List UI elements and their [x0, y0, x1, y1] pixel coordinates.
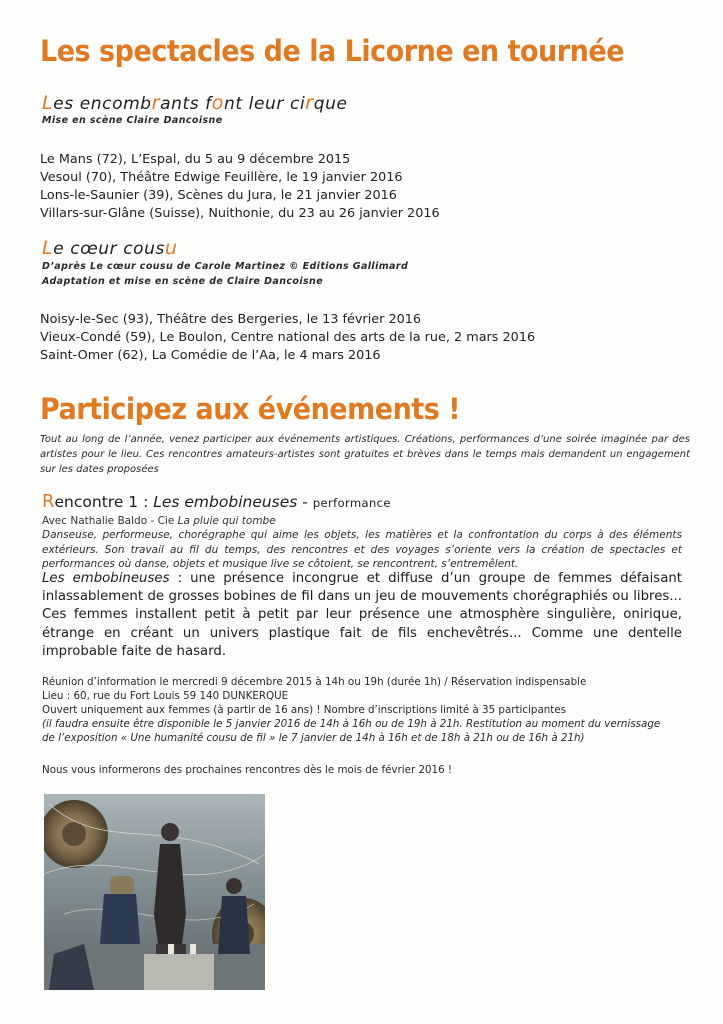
artist-bio: Danseuse, performeuse, chorégraphe qui aime les objets, les matières et la confrontation du corps à des éléments extérieurs. Son travail au fil du temps, des rencontres et des voyages s’oriente vers la création de spectacles et performances où danse, objets et musique live se côtoient, se rencontrent, s’entremêlent.	[42, 529, 682, 570]
date-line: Saint-Omer (62), La Comédie de l’Aa, le 4 mars 2016	[40, 348, 381, 363]
events-intro: Tout au long de l’année, venez participer aux événements artistiques. Créations, performances d’une soirée imaginée par des artistes pour le lieu. Ces rencontres amateurs-artistes sont gratuites et brèves dans le temps mais demandent un engagement sur les dates proposées	[40, 434, 690, 475]
date-line: Vesoul (70), Théâtre Edwige Feuillère, le 19 janvier 2016	[40, 170, 403, 185]
practical-info	[42, 675, 692, 745]
show2-dates	[40, 311, 535, 365]
info-line: Ouvert uniquement aux femmes (à partir de 16 ans) ! Nombre d’inscriptions limité à 35 participantes	[42, 704, 567, 716]
date-line: Villars-sur-Glâne (Suisse), Nuithonie, du 23 au 26 janvier 2016	[40, 206, 440, 221]
photo-illustration	[44, 794, 265, 990]
info-line: (il faudra ensuite être disponible le 5 janvier 2016 de 14h à 16h ou de 19h à 21h. Restitution au moment du vernissage	[42, 718, 661, 730]
show2-credit-line1: D’après Le cœur cousu de Carole Martinez © Editions Gallimard	[42, 261, 409, 272]
performance-description: Les embobineuses : une présence incongrue et diffuse d’un groupe de femmes défaisant inlassablement de grosses bobines de fil dans un jeu de mouvements chorégraphiés ou libres... Ces femmes installent petit à petit par leur présence une atmosphère singulière, onirique, étrange en créant un univers plastique fait de fils enchevêtrés... Comme une dentelle improbable faite de hasard.	[42, 571, 682, 659]
show2-credit-line2: Adaptation et mise en scène de Claire Dancoisne	[42, 276, 324, 287]
info-line: Réunion d’information le mercredi 9 décembre 2015 à 14h ou 19h (durée 1h) / Réservation indispensable	[42, 676, 587, 688]
date-line: Lons-le-Saunier (39), Scènes du Jura, le 21 janvier 2016	[40, 188, 397, 203]
performance-photo	[44, 794, 265, 990]
info-line: de l’exposition « Une humanité cousu de fil » le 7 janvier de 14h à 16h et de 18h à 21h ou de 16h à 21h)	[42, 732, 585, 744]
next-meetings-note: Nous vous informerons des prochaines rencontres dès le mois de février 2016 !	[42, 764, 453, 776]
show1-title: Les encombrants font leur cirque	[42, 92, 348, 114]
date-line: Noisy-le-Sec (93), Théâtre des Bergeries, le 13 février 2016	[40, 312, 422, 327]
show1-dates	[40, 151, 440, 223]
rencontre-title: Rencontre 1 : Les embobineuses - performance	[42, 491, 391, 512]
artist-line: Avec Nathalie Baldo - Cie La pluie qui tombe	[42, 515, 276, 527]
show2-title: Le cœur cousu	[42, 237, 178, 259]
show1-credit: Mise en scène Claire Dancoisne	[42, 115, 223, 126]
date-line: Le Mans (72), L’Espal, du 5 au 9 décembre 2015	[40, 152, 351, 167]
info-line: Lieu : 60, rue du Fort Louis 59 140 DUNKERQUE	[42, 690, 289, 702]
events-heading: Participez aux événements !	[40, 392, 461, 426]
tour-heading: Les spectacles de la Licorne en tournée	[40, 34, 625, 68]
date-line: Vieux-Condé (59), Le Boulon, Centre national des arts de la rue, 2 mars 2016	[40, 330, 536, 345]
